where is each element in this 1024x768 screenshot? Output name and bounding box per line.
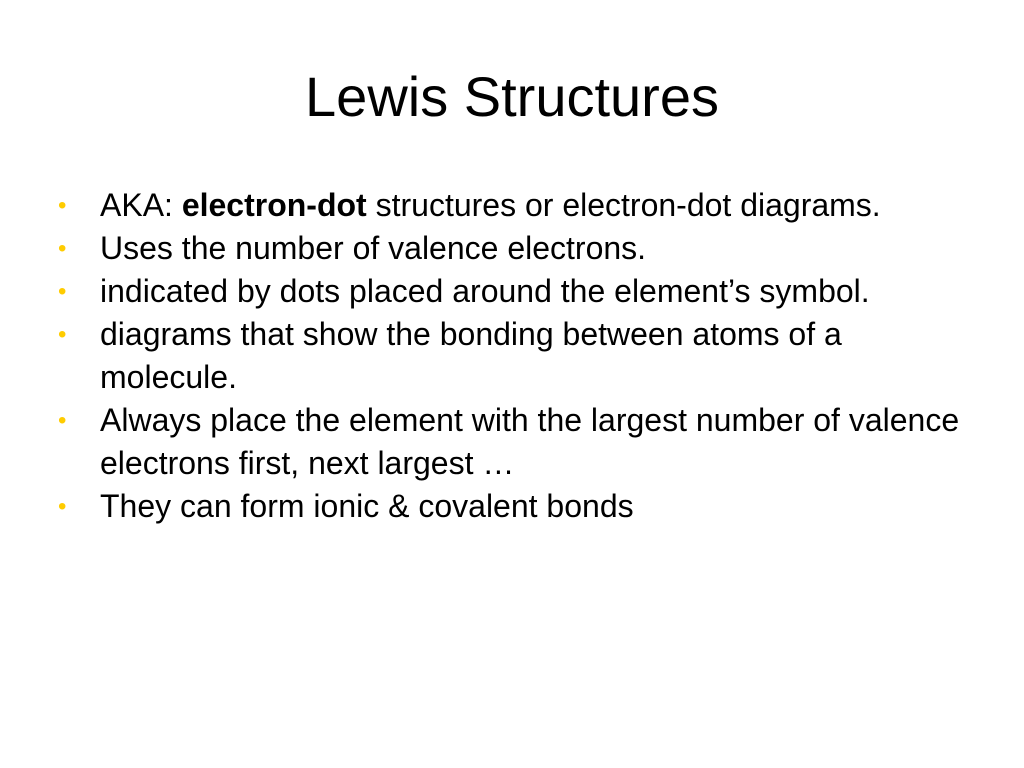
bullet-item — [58, 399, 968, 485]
bullet-item — [58, 485, 968, 528]
bullet-text: diagrams that show the bonding between atoms of a molecule. — [100, 316, 842, 395]
bullet-dot-icon: • — [58, 235, 67, 262]
bullet-item — [58, 313, 968, 399]
bullet-dot-icon: • — [58, 407, 67, 434]
bullet-dot-icon: • — [58, 321, 67, 348]
bullet-text: Uses the number of valence electrons. — [100, 230, 647, 266]
bullet-text: They can form ionic & covalent bonds — [100, 488, 634, 524]
bullet-item — [58, 227, 968, 270]
bold-term: electron-dot — [181, 187, 367, 223]
bullet-list — [58, 184, 968, 528]
bullet-text: indicated by dots placed around the element’s symbol. — [100, 273, 870, 309]
bullet-dot-icon: • — [58, 192, 67, 219]
bullet-item — [58, 184, 968, 227]
bullet-item — [58, 270, 968, 313]
bullet-text: AKA: electron-dot structures or electron-dot diagrams. — [100, 187, 881, 223]
bullet-dot-icon: • — [58, 278, 67, 305]
bullet-dot-icon: • — [58, 493, 67, 520]
bullet-text: Always place the element with the largest number of valence electrons first, next largest … — [100, 402, 960, 481]
slide-title: Lewis Structures — [305, 65, 719, 128]
